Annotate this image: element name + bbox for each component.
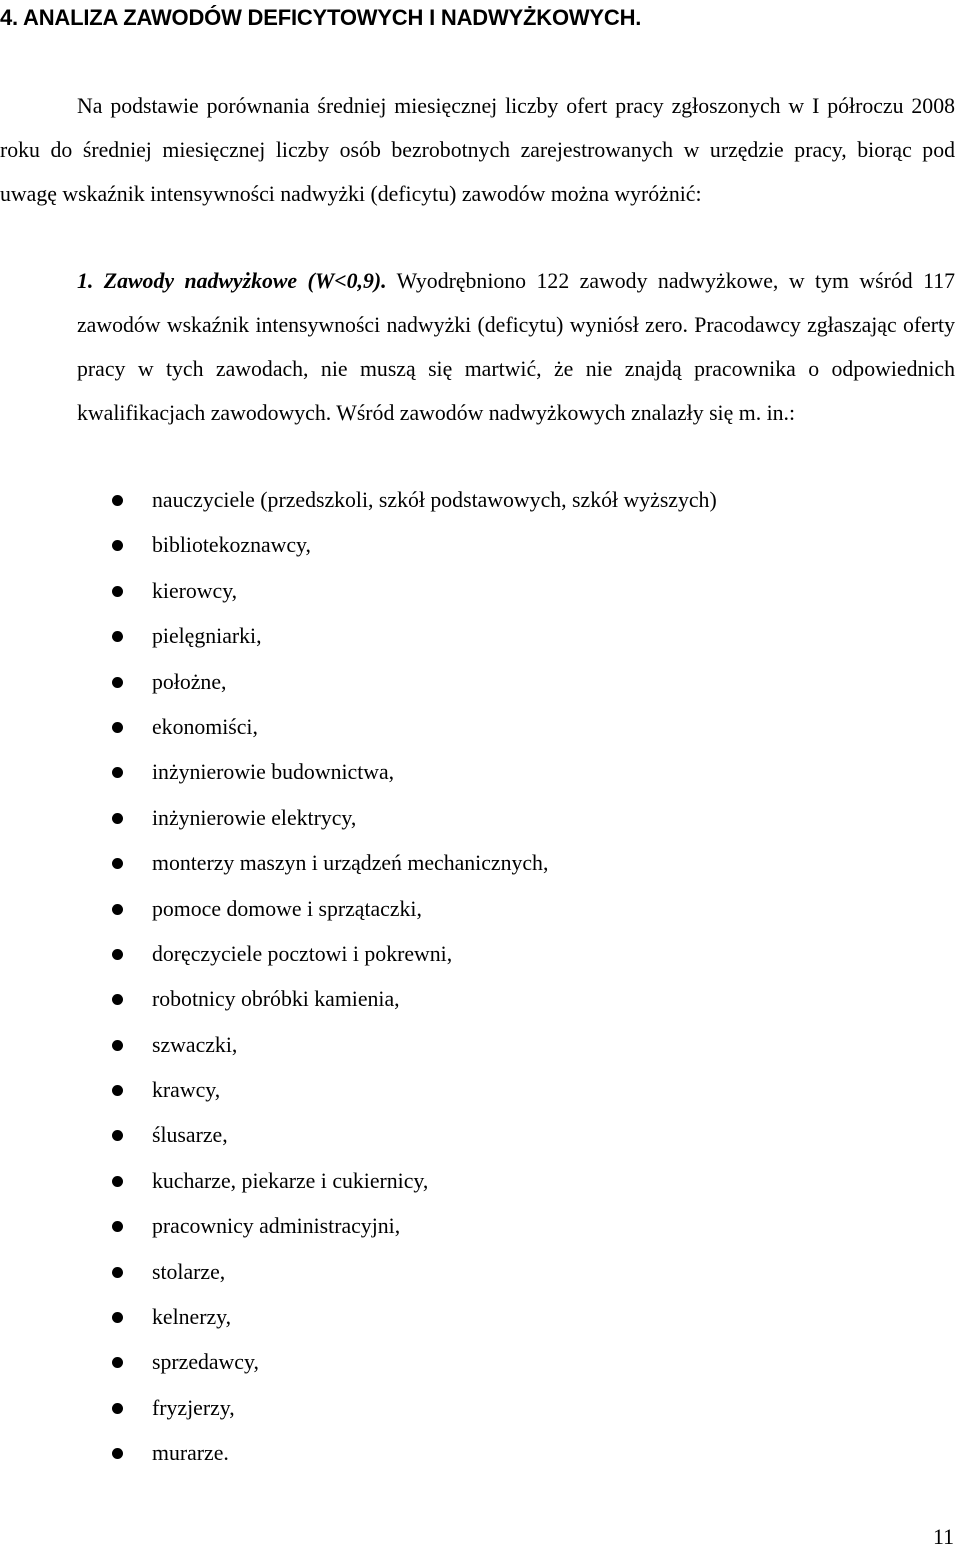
- list-item-text: sprzedawcy,: [152, 1350, 259, 1375]
- list-item-text: ekonomiści,: [152, 714, 258, 739]
- list-item-text: inżynierowie budownictwa,: [152, 760, 395, 785]
- bullet-icon: [112, 1403, 123, 1414]
- bullet-icon: [112, 677, 123, 688]
- list-item-text: monterzy maszyn i urządzeń mechanicznych,: [152, 851, 549, 876]
- list-item-text: szwaczki,: [152, 1032, 238, 1057]
- list-item-text: kucharze, piekarze i cukiernicy,: [152, 1168, 429, 1193]
- bullet-icon: [112, 1085, 123, 1096]
- list-item-text: kelnerzy,: [152, 1305, 232, 1330]
- list-item-text: inżynierowie elektrycy,: [152, 805, 357, 830]
- bullet-icon: [112, 1448, 123, 1459]
- list-item-text: nauczyciele (przedszkoli, szkół podstawowych, szkół wyższych): [152, 488, 717, 512]
- bullet-icon: [112, 1130, 123, 1141]
- bullet-icon: [112, 540, 123, 551]
- list-item-text: robotnicy obróbki kamienia,: [152, 987, 400, 1012]
- intro-paragraph: Na podstawie porównania średniej miesięcznej liczby ofert pracy zgłoszonych w I półroczu 2008 roku do średniej miesięcznej liczby osób bezrobotnych zarejestrowanych w urzędzie pracy, biorąc pod uwagę wskaźnik intensywności nadwyżki (deficytu) zawodów można wyróżnić:: [0, 94, 955, 206]
- list-item-text: kierowcy,: [152, 578, 238, 603]
- bullet-icon: [112, 1312, 123, 1323]
- list-item-text: krawcy,: [152, 1078, 221, 1103]
- list-item-text: doręczyciele pocztowi i pokrewni,: [152, 941, 453, 966]
- bullet-icon: [112, 904, 123, 915]
- point-1-title: 1. Zawody nadwyżkowe (W<0,9).: [77, 269, 387, 293]
- bullet-icon: [112, 631, 123, 642]
- page-number: 11: [933, 1525, 954, 1549]
- bullet-icon: [112, 495, 123, 506]
- bullet-icon: [112, 722, 123, 733]
- bullet-icon: [112, 767, 123, 778]
- list-item-text: fryzjerzy,: [152, 1395, 235, 1420]
- bullet-icon: [112, 1221, 123, 1232]
- list-item-text: bibliotekoznawcy,: [152, 533, 311, 558]
- bullet-icon: [112, 1357, 123, 1368]
- bullet-icon: [112, 994, 123, 1005]
- list-item-text: murarze.: [152, 1441, 229, 1466]
- bullet-icon: [112, 813, 123, 824]
- bullet-icon: [112, 1040, 123, 1051]
- list-item-text: pomoce domowe i sprzątaczki,: [152, 896, 422, 921]
- list-item-text: stolarze,: [152, 1259, 226, 1284]
- bullet-icon: [112, 858, 123, 869]
- point-1-paragraph: [77, 259, 955, 435]
- bullet-icon: [112, 949, 123, 960]
- section-heading: 4. ANALIZA ZAWODÓW DEFICYTOWYCH I NADWYŻKOWYCH.: [0, 5, 642, 30]
- list-item-text: pracownicy administracyjni,: [152, 1214, 401, 1239]
- point-1-text: Wyodrębniono 122 zawody nadwyżkowe, w tym wśród 117 zawodów wskaźnik intensywności nadwyżki (deficytu) wyniósł zero. Pracodawcy zgłaszając oferty pracy w tych zawodach, nie muszą się martwić, że nie znajdą pracownika o odpowiednich kwalifikacjach zawodowych. Wśród zawodów nadwyżkowych znalazły się m. in.:: [77, 269, 955, 425]
- list-item-text: położne,: [152, 669, 227, 694]
- list-item-text: pielęgniarki,: [152, 624, 262, 649]
- bullet-icon: [112, 1176, 123, 1187]
- bullet-icon: [112, 586, 123, 597]
- list-item-text: ślusarze,: [152, 1123, 228, 1148]
- bullet-icon: [112, 1267, 123, 1278]
